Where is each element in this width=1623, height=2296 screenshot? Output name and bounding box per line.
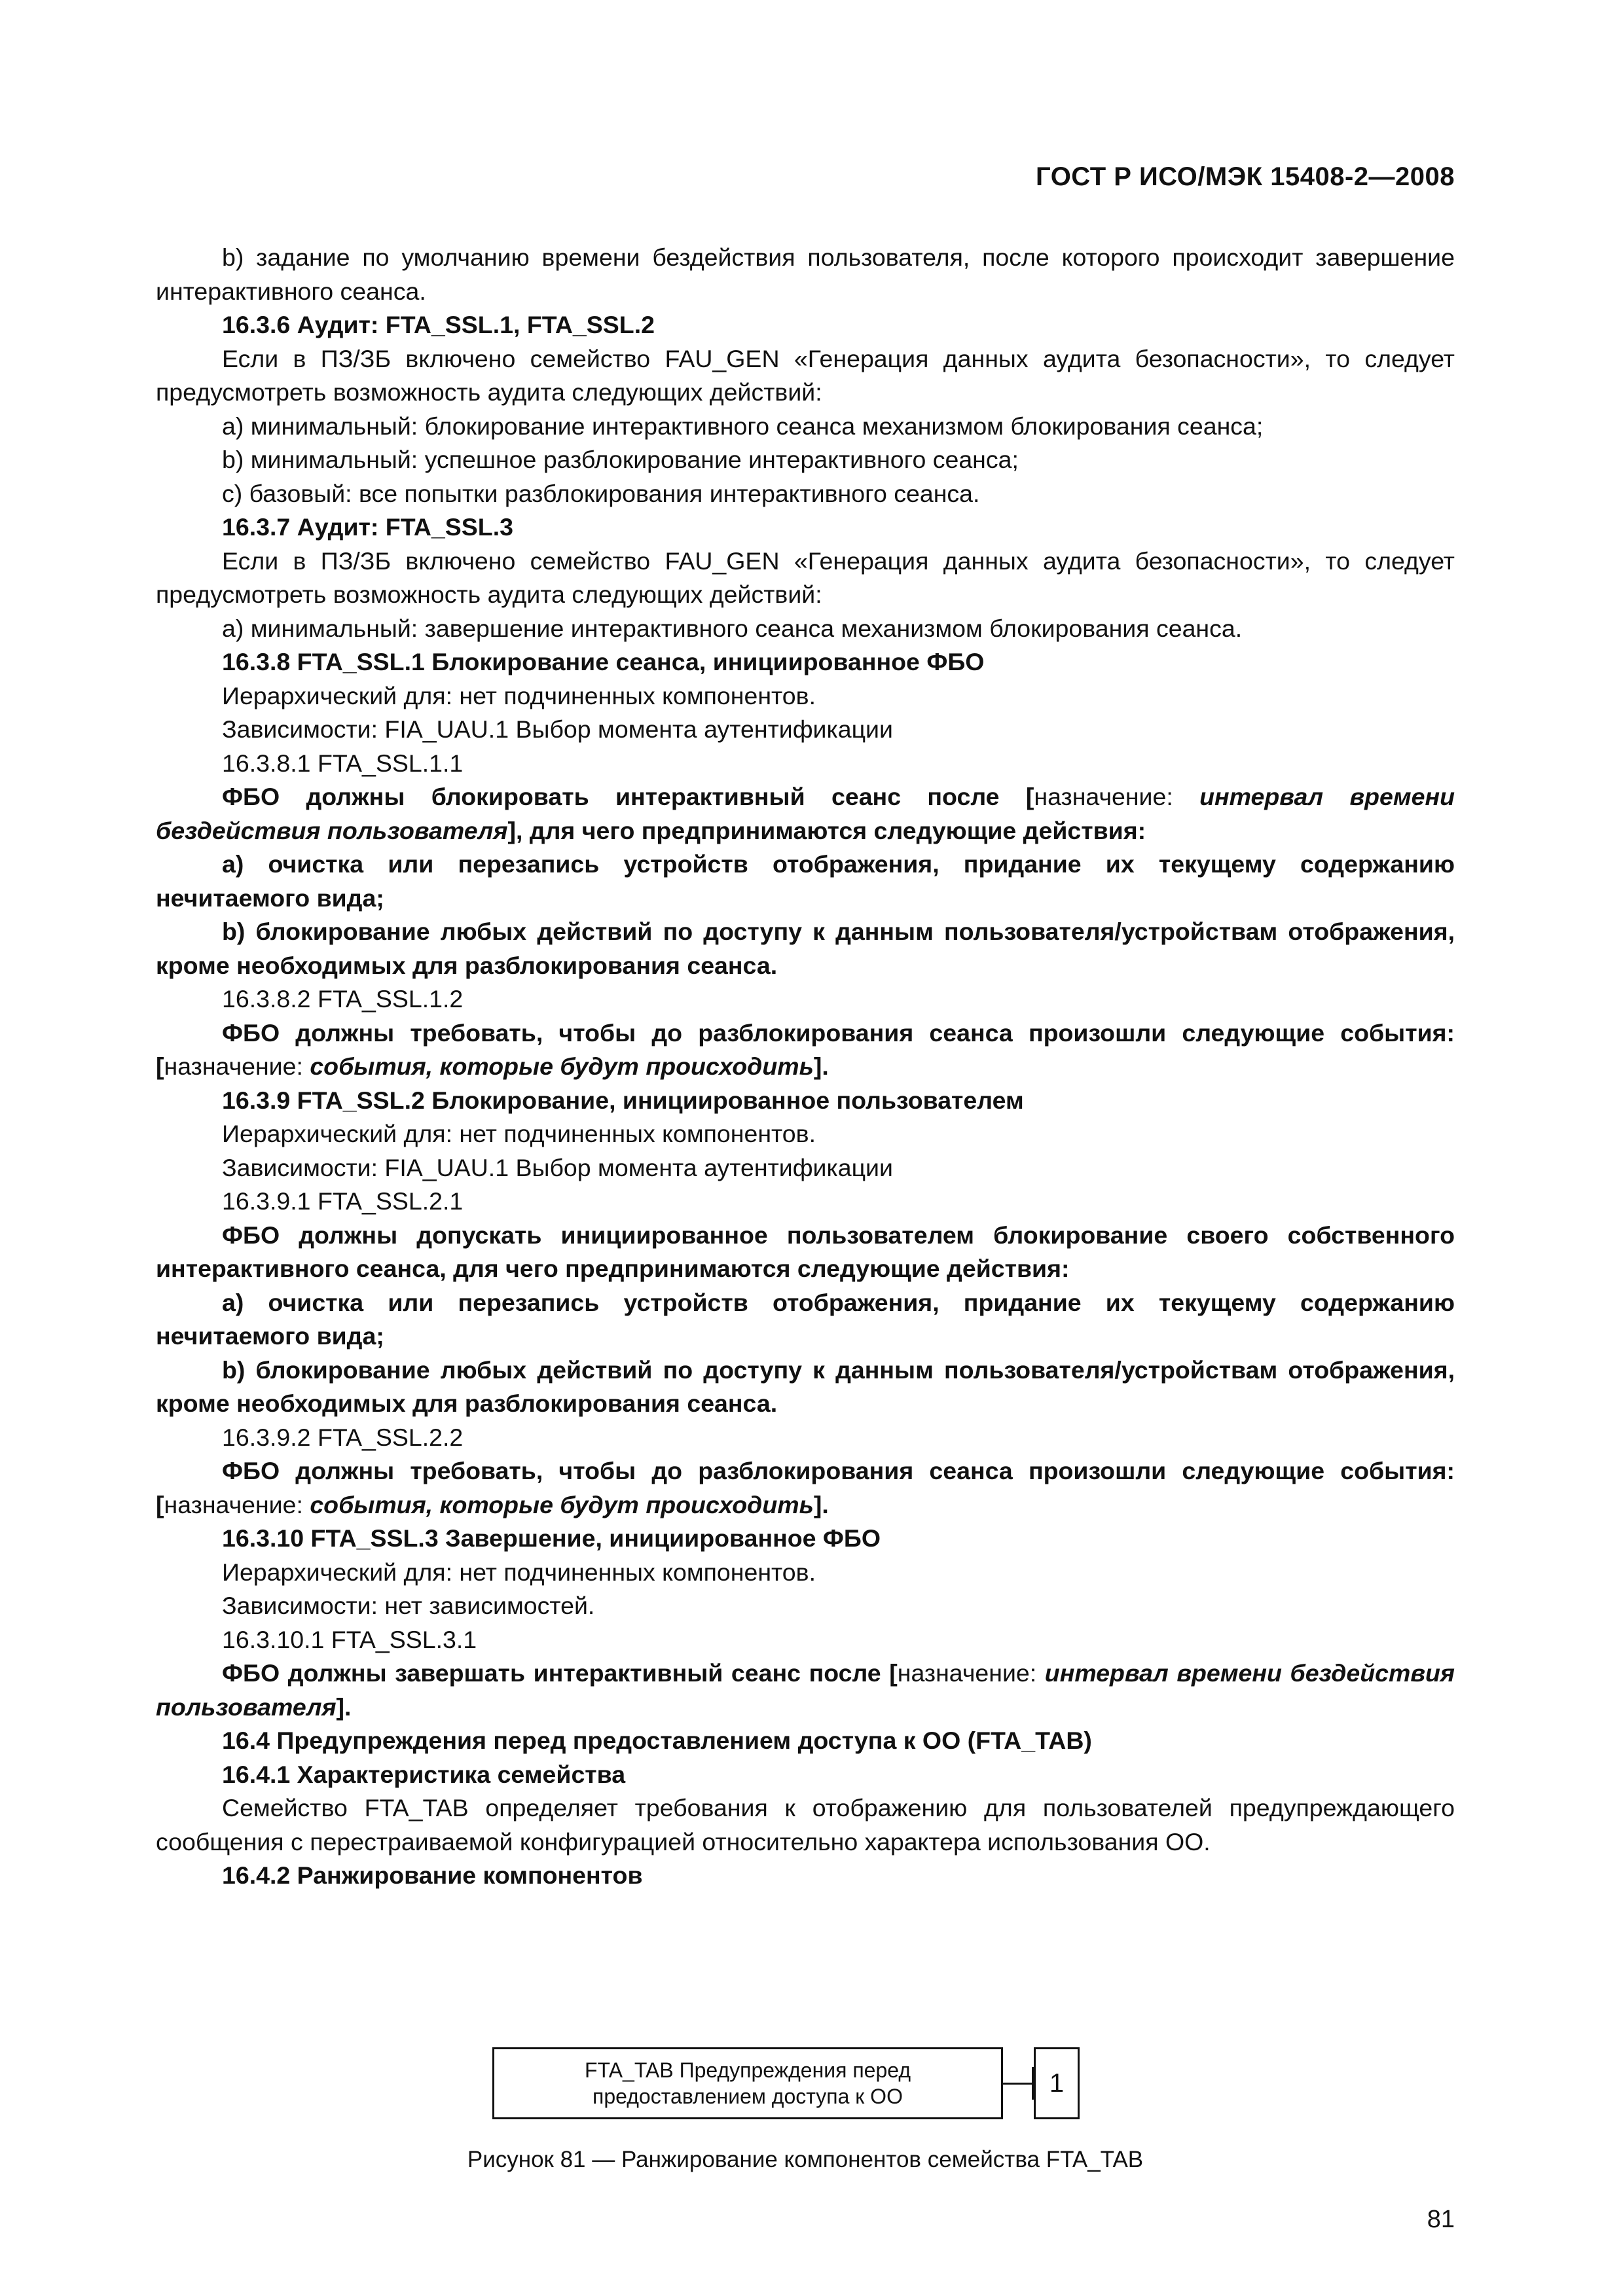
requirement-text: ФБО должны блокировать интерактивный сеанс после [назначение: интервал времени бездействия пользователя], для чего предпринимаются следующие действия: (156, 783, 1455, 844)
requirement-text: a) очистка или перезапись устройств отображения, придание их текущему содержанию нечитаемого вида; (156, 850, 1455, 912)
paragraph: b) минимальный: успешное разблокирование интерактивного сеанса; (222, 446, 1019, 473)
paragraph: a) минимальный: блокирование интерактивного сеанса механизмом блокирования сеанса; (222, 412, 1264, 440)
section-heading: 16.4.1 Характеристика семейства (222, 1760, 626, 1788)
component-leveling-diagram (492, 2047, 1082, 2123)
section-heading: 16.3.9 FTA_SSL.2 Блокирование, инициированное пользователем (222, 1086, 1024, 1114)
section-heading: 16.3.7 Аудит: FTA_SSL.3 (222, 513, 513, 541)
document-body (156, 241, 1455, 1893)
paragraph: Иерархический для: нет подчиненных компонентов. (222, 1120, 816, 1147)
element-id: 16.3.9.2 FTA_SSL.2.2 (222, 1423, 464, 1451)
paragraph: c) базовый: все попытки разблокирования интерактивного сеанса. (222, 479, 980, 507)
figure-caption: Рисунок 81 — Ранжирование компонентов семейства FTA_TAB (467, 2147, 1144, 2172)
component-box-line: FTA_TAB Предупреждения перед (584, 2058, 911, 2082)
component-box-line: предоставлением доступа к ОО (593, 2085, 903, 2108)
paragraph: Зависимости: FIA_UAU.1 Выбор момента аутентификации (222, 1153, 893, 1181)
paragraph: Зависимости: FIA_UAU.1 Выбор момента аутентификации (222, 715, 893, 743)
level-box: 1 (1034, 2047, 1080, 2119)
element-id: 16.3.8.2 FTA_SSL.1.2 (222, 985, 464, 1013)
element-id: 16.3.8.1 FTA_SSL.1.1 (222, 749, 464, 777)
component-box (492, 2047, 1003, 2119)
requirement-text: ФБО должны требовать, чтобы до разблокирования сеанса произошли следующие события: [назначение: события, которые будут происходить]. (156, 1018, 1455, 1080)
element-id: 16.3.9.1 FTA_SSL.2.1 (222, 1187, 464, 1215)
requirement-text: b) блокирование любых действий по доступу к данным пользователя/устройствам отображения, кроме необходимых для разблокирования сеанса. (156, 1355, 1455, 1417)
section-heading: 16.3.6 Аудит: FTA_SSL.1, FTA_SSL.2 (222, 311, 655, 338)
section-heading: 16.4.2 Ранжирование компонентов (222, 1861, 643, 1889)
paragraph: b) задание по умолчанию времени бездействия пользователя, после которого происходит завершение интерактивного сеанса. (156, 243, 1455, 305)
document-header: ГОСТ Р ИСО/МЭК 15408-2—2008 (1036, 162, 1455, 191)
requirement-text: ФБО должны требовать, чтобы до разблокирования сеанса произошли следующие события: [назначение: события, которые будут происходить]. (156, 1457, 1455, 1518)
page-number: 81 (1427, 2206, 1455, 2233)
section-heading: 16.3.10 FTA_SSL.3 Завершение, инициированное ФБО (222, 1524, 881, 1552)
paragraph: a) минимальный: завершение интерактивного сеанса механизмом блокирования сеанса. (222, 614, 1243, 642)
section-heading: 16.4 Предупреждения перед предоставлением доступа к ОО (FTA_TAB) (222, 1727, 1092, 1754)
paragraph: Если в ПЗ/ЗБ включено семейство FAU_GEN «Генерация данных аудита безопасности», то следует предусмотреть возможность аудита следующих действий: (156, 344, 1455, 406)
paragraph: Иерархический для: нет подчиненных компонентов. (222, 1558, 816, 1586)
requirement-text: b) блокирование любых действий по доступу к данным пользователя/устройствам отображения, кроме необходимых для разблокирования сеанса. (156, 918, 1455, 979)
requirement-text: a) очистка или перезапись устройств отображения, придание их текущему содержанию нечитаемого вида; (156, 1288, 1455, 1350)
requirement-text: ФБО должны завершать интерактивный сеанс после [назначение: интервал времени бездействия пользователя]. (156, 1659, 1455, 1721)
paragraph: Зависимости: нет зависимостей. (222, 1592, 595, 1619)
requirement-text: ФБО должны допускать инициированное пользователем блокирование своего собственного интерактивного сеанса, для чего предпринимаются следующие действия: (156, 1221, 1455, 1282)
paragraph: Семейство FTA_TAB определяет требования к отображению для пользователей предупреждающего сообщения с перестраиваемой конфигурацией относительно характера использования ОО. (156, 1794, 1455, 1856)
element-id: 16.3.10.1 FTA_SSL.3.1 (222, 1625, 477, 1653)
section-heading: 16.3.8 FTA_SSL.1 Блокирование сеанса, инициированное ФБО (222, 648, 985, 675)
paragraph: Иерархический для: нет подчиненных компонентов. (222, 681, 816, 709)
paragraph: Если в ПЗ/ЗБ включено семейство FAU_GEN «Генерация данных аудита безопасности», то следует предусмотреть возможность аудита следующих действий: (156, 547, 1455, 608)
connector-line (1003, 2083, 1032, 2085)
